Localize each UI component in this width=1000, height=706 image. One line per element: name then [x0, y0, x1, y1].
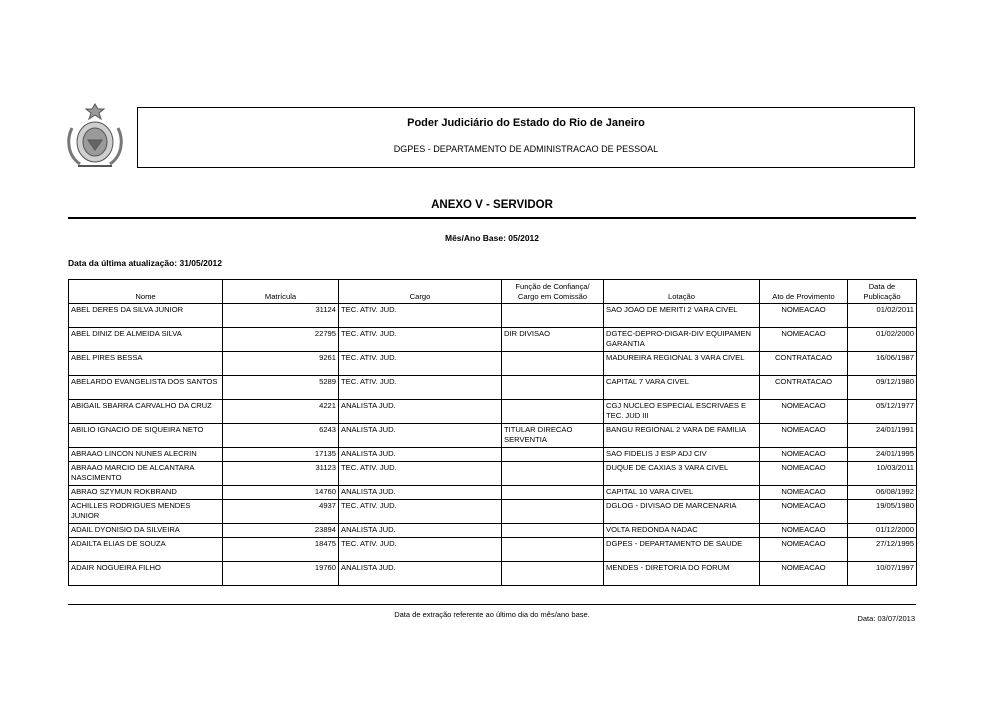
cell-lotacao: MADUREIRA REGIONAL 3 VARA CIVEL	[604, 352, 760, 376]
cell-funcao: TITULAR DIRECAO SERVENTIA	[502, 424, 604, 448]
table-row	[69, 400, 917, 424]
table-row	[69, 352, 917, 376]
cell-cargo: ANALISTA JUD.	[339, 400, 502, 424]
table-row	[69, 462, 917, 486]
cell-matricula: 14760	[223, 486, 339, 500]
cell-lotacao: DGLOG - DIVISAO DE MARCENARIA	[604, 500, 760, 524]
cell-cargo: ANALISTA JUD.	[339, 424, 502, 448]
cell-ato: NOMEACAO	[760, 448, 848, 462]
cell-nome: ABEL PIRES BESSA	[69, 352, 223, 376]
cell-data: 24/01/1995	[848, 448, 917, 462]
cell-nome: ACHILLES RODRIGUES MENDES JUNIOR	[69, 500, 223, 524]
cell-ato: NOMEACAO	[760, 524, 848, 538]
cell-matricula: 6243	[223, 424, 339, 448]
cell-ato: NOMEACAO	[760, 486, 848, 500]
cell-cargo: ANALISTA JUD.	[339, 486, 502, 500]
base-month: Mês/Ano Base: 05/2012	[444, 233, 540, 243]
cell-lotacao: SAO FIDELIS J ESP ADJ CIV	[604, 448, 760, 462]
cell-cargo: TEC. ATIV. JUD.	[339, 352, 502, 376]
cell-funcao	[502, 448, 604, 462]
cell-ato: NOMEACAO	[760, 462, 848, 486]
staff-table	[68, 279, 917, 586]
cell-data: 27/12/1995	[848, 538, 917, 562]
cell-ato: NOMEACAO	[760, 500, 848, 524]
cell-data: 19/05/1980	[848, 500, 917, 524]
cell-data: 05/12/1977	[848, 400, 917, 424]
cell-matricula: 4937	[223, 500, 339, 524]
table-row	[69, 328, 917, 352]
title-divider	[68, 217, 916, 219]
table-header-row	[69, 280, 917, 304]
dept-name: DGPES - DEPARTAMENTO DE ADMINISTRACAO DE PESSOAL	[393, 144, 659, 154]
cell-data: 01/12/2000	[848, 524, 917, 538]
table-row	[69, 562, 917, 586]
cell-nome: ABELARDO EVANGELISTA DOS SANTOS	[69, 376, 223, 400]
col-header-nome: Nome	[69, 280, 223, 304]
cell-lotacao: DUQUE DE CAXIAS 3 VARA CIVEL	[604, 462, 760, 486]
cell-nome: ABRAAO LINCON NUNES ALECRIN	[69, 448, 223, 462]
cell-funcao: DIR DIVISAO	[502, 328, 604, 352]
cell-funcao	[502, 562, 604, 586]
cell-data: 10/07/1997	[848, 562, 917, 586]
footer-date: Data: 03/07/2013	[857, 614, 915, 623]
table-row	[69, 424, 917, 448]
cell-funcao	[502, 352, 604, 376]
cell-matricula: 22795	[223, 328, 339, 352]
footer-note: Data de extração referente ao último dia do mês/ano base.	[394, 610, 590, 619]
cell-nome: ABRAAO MARCIO DE ALCANTARA NASCIMENTO	[69, 462, 223, 486]
cell-cargo: TEC. ATIV. JUD.	[339, 304, 502, 328]
col-header-ato: Ato de Provimento	[760, 280, 848, 304]
cell-data: 01/02/2011	[848, 304, 917, 328]
cell-ato: NOMEACAO	[760, 538, 848, 562]
cell-lotacao: BANGU REGIONAL 2 VARA DE FAMILIA	[604, 424, 760, 448]
cell-funcao	[502, 400, 604, 424]
col-header-funcao: Função de Confiança/ Cargo em Comissão	[502, 280, 604, 304]
cell-lotacao: CGJ NUCLEO ESPECIAL ESCRIVAES E TEC. JUD III	[604, 400, 760, 424]
cell-cargo: TEC. ATIV. JUD.	[339, 538, 502, 562]
cell-lotacao: VOLTA REDONDA NADAC	[604, 524, 760, 538]
cell-ato: CONTRATACAO	[760, 352, 848, 376]
cell-cargo: ANALISTA JUD.	[339, 448, 502, 462]
cell-nome: ABEL DINIZ DE ALMEIDA SILVA	[69, 328, 223, 352]
cell-matricula: 19760	[223, 562, 339, 586]
table-row	[69, 304, 917, 328]
table-row	[69, 538, 917, 562]
cell-nome: ABRAO SZYMUN ROKBRAND	[69, 486, 223, 500]
cell-funcao	[502, 500, 604, 524]
cell-matricula: 5289	[223, 376, 339, 400]
cell-nome: ABIGAIL SBARRA CARVALHO DA CRUZ	[69, 400, 223, 424]
footer-divider	[68, 604, 916, 605]
coat-of-arms-seal	[64, 100, 126, 172]
cell-data: 10/03/2011	[848, 462, 917, 486]
cell-cargo: ANALISTA JUD.	[339, 524, 502, 538]
cell-lotacao: CAPITAL 10 VARA CIVEL	[604, 486, 760, 500]
header-box	[137, 107, 915, 168]
cell-lotacao: SAO JOAO DE MERITI 2 VARA CIVEL	[604, 304, 760, 328]
cell-nome: ADAIL DYONISIO DA SILVEIRA	[69, 524, 223, 538]
cell-matricula: 23894	[223, 524, 339, 538]
cell-nome: ADAILTA ELIAS DE SOUZA	[69, 538, 223, 562]
cell-lotacao: DGTEC-DEPRO-DIGAR-DIV EQUIPAMEN GARANTIA	[604, 328, 760, 352]
cell-data: 24/01/1991	[848, 424, 917, 448]
cell-matricula: 4221	[223, 400, 339, 424]
cell-ato: NOMEACAO	[760, 328, 848, 352]
cell-matricula: 17135	[223, 448, 339, 462]
table-row	[69, 448, 917, 462]
cell-funcao	[502, 304, 604, 328]
col-header-matricula: Matrícula	[223, 280, 339, 304]
cell-ato: NOMEACAO	[760, 304, 848, 328]
cell-funcao	[502, 376, 604, 400]
last-update: Data da última atualização: 31/05/2012	[68, 258, 223, 268]
cell-matricula: 9261	[223, 352, 339, 376]
cell-matricula: 18475	[223, 538, 339, 562]
cell-cargo: ANALISTA JUD.	[339, 562, 502, 586]
cell-funcao	[502, 524, 604, 538]
annex-title: ANEXO V - SERVIDOR	[431, 199, 553, 211]
cell-lotacao: MENDES - DIRETORIA DO FORUM	[604, 562, 760, 586]
cell-funcao	[502, 486, 604, 500]
table-row	[69, 376, 917, 400]
cell-lotacao: CAPITAL 7 VARA CIVEL	[604, 376, 760, 400]
cell-cargo: TEC. ATIV. JUD.	[339, 328, 502, 352]
cell-funcao	[502, 538, 604, 562]
cell-ato: CONTRATACAO	[760, 376, 848, 400]
cell-ato: NOMEACAO	[760, 400, 848, 424]
cell-data: 01/02/2000	[848, 328, 917, 352]
cell-matricula: 31123	[223, 462, 339, 486]
cell-funcao	[502, 462, 604, 486]
cell-matricula: 31124	[223, 304, 339, 328]
cell-data: 06/08/1992	[848, 486, 917, 500]
cell-nome: ABILIO IGNACIO DE SIQUEIRA NETO	[69, 424, 223, 448]
cell-data: 16/06/1987	[848, 352, 917, 376]
cell-lotacao: DGPES - DEPARTAMENTO DE SAUDE	[604, 538, 760, 562]
cell-nome: ADAIR NOGUEIRA FILHO	[69, 562, 223, 586]
cell-ato: NOMEACAO	[760, 562, 848, 586]
col-header-cargo: Cargo	[339, 280, 502, 304]
cell-cargo: TEC. ATIV. JUD.	[339, 462, 502, 486]
col-header-data: Data de Publicação	[848, 280, 917, 304]
table-row	[69, 524, 917, 538]
cell-ato: NOMEACAO	[760, 424, 848, 448]
cell-cargo: TEC. ATIV. JUD.	[339, 500, 502, 524]
cell-nome: ABEL DERES DA SILVA JUNIOR	[69, 304, 223, 328]
cell-data: 09/12/1980	[848, 376, 917, 400]
table-row	[69, 500, 917, 524]
cell-cargo: TEC. ATIV. JUD.	[339, 376, 502, 400]
org-name: Poder Judiciário do Estado do Rio de Janeiro	[407, 117, 645, 129]
table-row	[69, 486, 917, 500]
col-header-lotacao: Lotação	[604, 280, 760, 304]
